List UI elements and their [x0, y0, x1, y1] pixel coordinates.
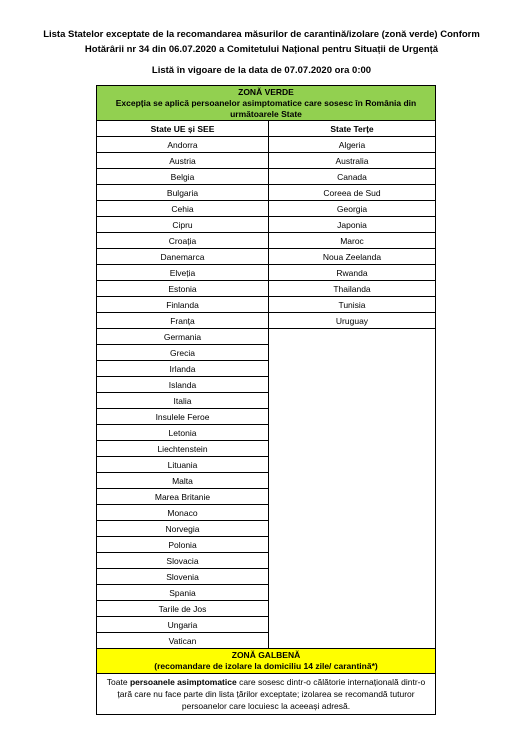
table-row — [97, 473, 436, 489]
table-row — [97, 345, 436, 361]
ue-state-cell: Bulgaria — [97, 185, 269, 201]
table-row — [97, 281, 436, 297]
empty-cell — [269, 521, 436, 537]
ue-state-cell: Slovenia — [97, 569, 269, 585]
third-state-cell: Coreea de Sud — [269, 185, 436, 201]
empty-cell — [269, 361, 436, 377]
table-row — [97, 153, 436, 169]
yellow-zone-note — [97, 674, 436, 715]
ue-state-cell: Estonia — [97, 281, 269, 297]
ue-state-cell: Franța — [97, 313, 269, 329]
table-row — [97, 265, 436, 281]
table-row — [97, 297, 436, 313]
yellow-zone-subtitle: (recomandare de izolare la domiciliu 14 zile/ carantină*) — [154, 661, 378, 671]
table-row — [97, 137, 436, 153]
empty-cell — [269, 505, 436, 521]
third-state-cell: Georgia — [269, 201, 436, 217]
ue-state-cell: Spania — [97, 585, 269, 601]
empty-cell — [269, 457, 436, 473]
empty-cell — [269, 585, 436, 601]
ue-state-cell: Italia — [97, 393, 269, 409]
table-row — [97, 457, 436, 473]
third-state-cell: Noua Zeelanda — [269, 249, 436, 265]
empty-cell — [269, 425, 436, 441]
note-prefix: Toate — [106, 677, 130, 687]
table-row — [97, 393, 436, 409]
third-state-cell: Tunisia — [269, 297, 436, 313]
empty-cell — [269, 441, 436, 457]
ue-state-cell: Letonia — [97, 425, 269, 441]
empty-cell — [269, 617, 436, 633]
empty-cell — [269, 633, 436, 649]
ue-state-cell: Austria — [97, 153, 269, 169]
empty-cell — [269, 329, 436, 345]
table-row — [97, 521, 436, 537]
ue-state-cell: Islanda — [97, 377, 269, 393]
empty-cell — [269, 569, 436, 585]
table-row — [97, 361, 436, 377]
table-row — [97, 233, 436, 249]
note-bold: persoanele asimptomatice — [129, 677, 237, 687]
ue-state-cell: Slovacia — [97, 553, 269, 569]
green-zone-header — [97, 86, 436, 121]
third-state-cell: Algeria — [269, 137, 436, 153]
states-table — [96, 85, 436, 715]
empty-cell — [269, 601, 436, 617]
title-line-2: Hotărârii nr 34 din 06.07.2020 a Comitetului Național pentru Situații de Urgență — [84, 44, 439, 55]
ue-state-cell: Vatican — [97, 633, 269, 649]
empty-cell — [269, 345, 436, 361]
empty-cell — [269, 537, 436, 553]
ue-state-cell: Danemarca — [97, 249, 269, 265]
table-row — [97, 313, 436, 329]
table-row — [97, 633, 436, 649]
table-row — [97, 169, 436, 185]
validity-subtitle: Listă în vigoare de la data de 07.07.2020 ora 0:00 — [151, 65, 372, 76]
green-zone-desc-1: Excepția se aplică persoanelor asimptomatice care sosesc în România din — [115, 97, 417, 108]
empty-cell — [269, 409, 436, 425]
table-row — [97, 217, 436, 233]
third-state-cell: Australia — [269, 153, 436, 169]
note-rest: care sosesc dintr-o călătorie internațională dintr-o țară care nu face parte din lista țărilor exceptate; izolarea se recomandă tuturor persoanelor care locuiesc la aceeași adresă. — [117, 677, 426, 711]
table-row — [97, 249, 436, 265]
third-state-cell: Rwanda — [269, 265, 436, 281]
third-state-cell: Canada — [269, 169, 436, 185]
table-row — [97, 601, 436, 617]
third-state-cell: Maroc — [269, 233, 436, 249]
ue-state-cell: Marea Britanie — [97, 489, 269, 505]
empty-cell — [269, 553, 436, 569]
ue-state-cell: Norvegia — [97, 521, 269, 537]
ue-state-cell: Andorra — [97, 137, 269, 153]
ue-state-cell: Polonia — [97, 537, 269, 553]
green-zone-title: ZONĂ VERDE — [238, 86, 294, 97]
table-row — [97, 329, 436, 345]
table-row — [97, 441, 436, 457]
table-row — [97, 617, 436, 633]
table-row — [97, 409, 436, 425]
table-row — [97, 425, 436, 441]
ue-state-cell: Malta — [97, 473, 269, 489]
yellow-zone-title: ZONĂ GALBENĂ — [231, 650, 301, 660]
document-title — [40, 27, 483, 57]
ue-state-cell: Insulele Feroe — [97, 409, 269, 425]
table-row — [97, 377, 436, 393]
third-state-cell: Japonia — [269, 217, 436, 233]
empty-cell — [269, 377, 436, 393]
table-row — [97, 489, 436, 505]
table-row — [97, 553, 436, 569]
table-row — [97, 585, 436, 601]
table-row — [97, 185, 436, 201]
table-row — [97, 201, 436, 217]
ue-state-cell: Cehia — [97, 201, 269, 217]
ue-state-cell: Belgia — [97, 169, 269, 185]
ue-state-cell: Cipru — [97, 217, 269, 233]
ue-state-cell: Ungaria — [97, 617, 269, 633]
third-state-cell: Thailanda — [269, 281, 436, 297]
ue-state-cell: Liechtenstein — [97, 441, 269, 457]
ue-state-cell: Croația — [97, 233, 269, 249]
empty-cell — [269, 489, 436, 505]
green-zone-desc-2: următoarele State — [230, 108, 302, 119]
table-row — [97, 537, 436, 553]
column-header-third: State Terțe — [269, 121, 436, 137]
empty-cell — [269, 473, 436, 489]
table-row — [97, 505, 436, 521]
ue-state-cell: Finlanda — [97, 297, 269, 313]
ue-state-cell: Elveția — [97, 265, 269, 281]
yellow-zone-header — [97, 649, 436, 674]
table-row — [97, 569, 436, 585]
empty-cell — [269, 393, 436, 409]
column-header-ue: State UE și SEE — [97, 121, 269, 137]
ue-state-cell: Lituania — [97, 457, 269, 473]
ue-state-cell: Irlanda — [97, 361, 269, 377]
title-line-1: Lista Statelor exceptate de la recomandarea măsurilor de carantină/izolare (zonă verde) Conform — [43, 29, 480, 40]
ue-state-cell: Germania — [97, 329, 269, 345]
ue-state-cell: Grecia — [97, 345, 269, 361]
ue-state-cell: Tarile de Jos — [97, 601, 269, 617]
ue-state-cell: Monaco — [97, 505, 269, 521]
third-state-cell: Uruguay — [269, 313, 436, 329]
